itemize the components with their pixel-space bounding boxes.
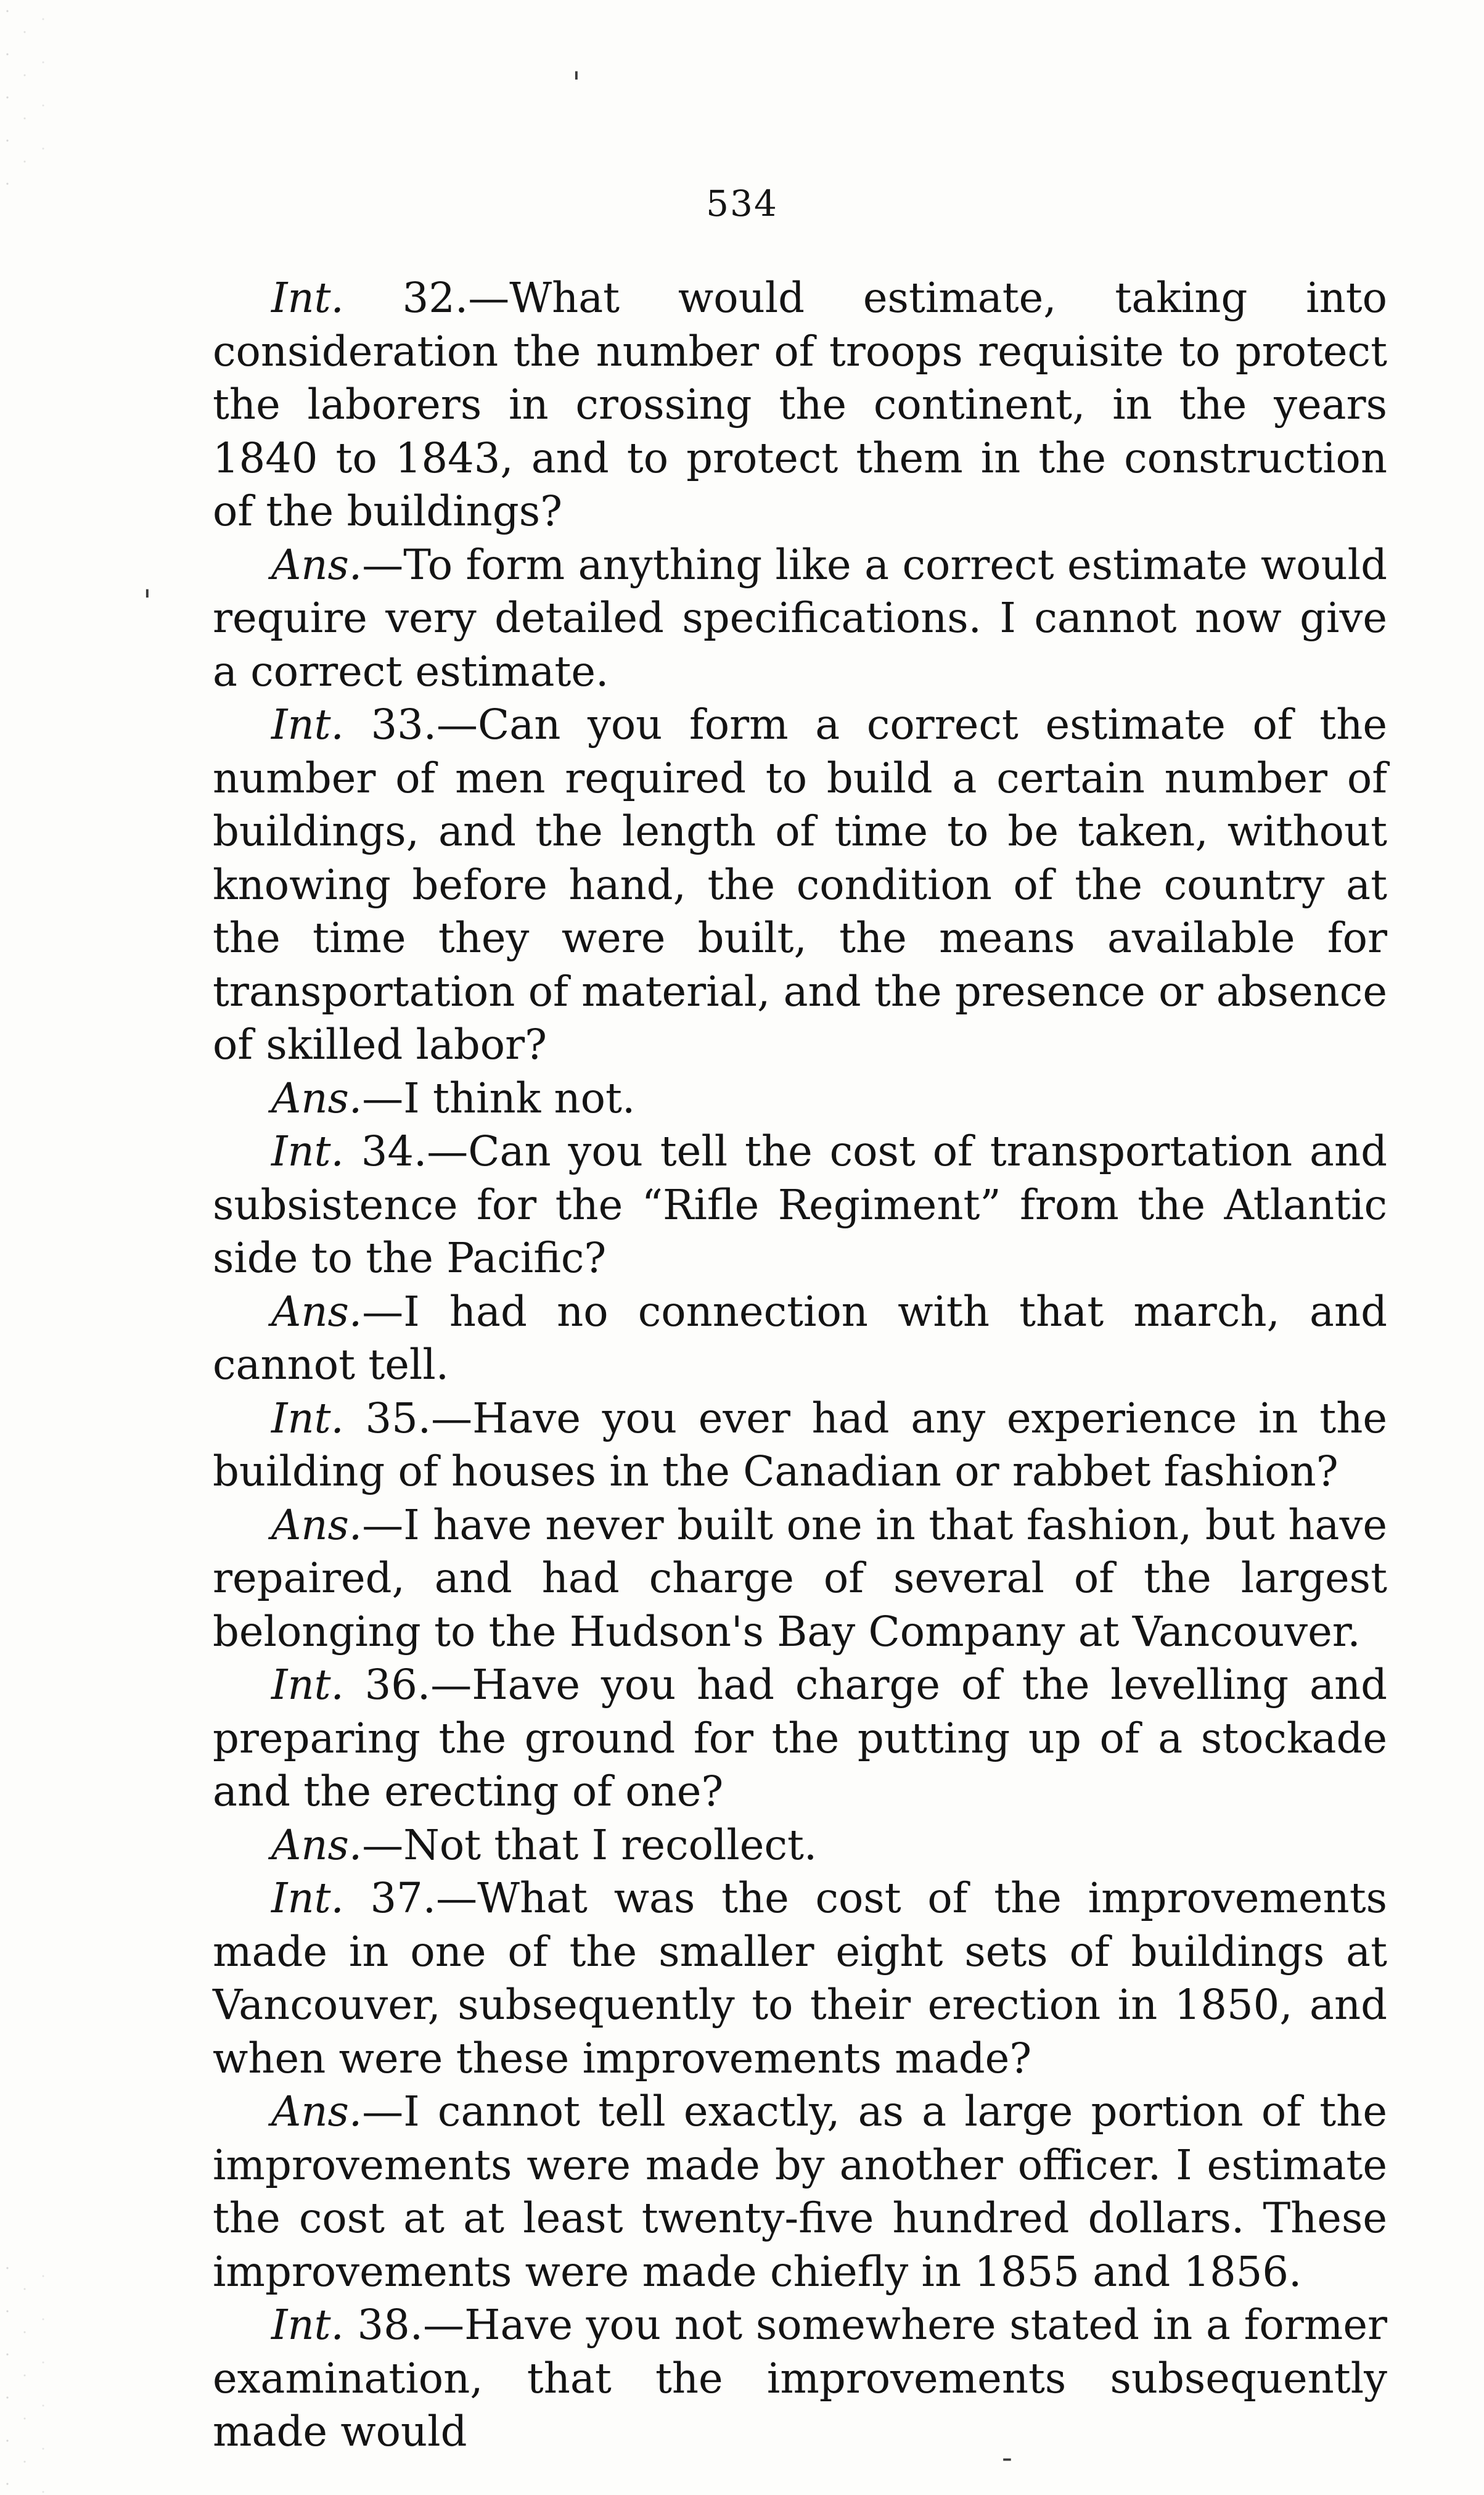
interrogatory-label: Int. — [271, 2301, 344, 2349]
page-number: 534 — [706, 183, 778, 224]
paragraph-int-35 — [213, 1392, 1387, 1498]
paragraph-ans-35 — [213, 1498, 1387, 1659]
interrogatory-label: Int. — [271, 1661, 344, 1709]
paragraph-text: 34.—Can you tell the cost of transportation and subsistence for the “Rifle Regiment” from the Atlantic side to the Pacific? — [213, 1127, 1387, 1282]
paragraph-text: —I cannot tell exactly, as a large portion of the improvements were made by another officer. I estimate the cost at at least twenty-five hundred dollars. These improvements were made chiefly in 1855 and 1856. — [213, 2087, 1387, 2296]
paragraph-ans-32 — [213, 538, 1387, 699]
paragraph-text: 33.—Can you form a correct estimate of the number of men required to build a certain number of buildings, and the length of time to be taken, without knowing before hand, the condition of the country at the time they were built, the means available for transportation of material, and the presence or absence of skilled labor? — [213, 701, 1387, 1069]
interrogatory-label: Int. — [271, 274, 344, 322]
paragraph-text: 37.—What was the cost of the improvements made in one of the smaller eight sets of buildings at Vancouver, subsequently to their erection in 1850, and when were these improvements made? — [213, 1874, 1387, 2082]
paragraph-text: 36.—Have you had charge of the levelling and preparing the ground for the putting up of a stockade and the erecting of one? — [213, 1661, 1387, 1815]
interrogatory-label: Int. — [271, 1394, 344, 1442]
paragraph-text: —I have never built one in that fashion, but have repaired, and had charge of several of the largest belonging to the Hudson's Bay Company at Vancouver. — [213, 1500, 1387, 1656]
paragraph-ans-37 — [213, 2085, 1387, 2298]
paragraph-text: 38.—Have you not somewhere stated in a former examination, that the improvements subsequently made would — [213, 2301, 1387, 2456]
interrogatory-label: Int. — [271, 1127, 344, 1175]
paragraph-ans-33 — [213, 1072, 1387, 1125]
answer-label: Ans. — [271, 2087, 363, 2135]
paragraph-int-37 — [213, 1872, 1387, 2085]
testimony-text — [213, 271, 1387, 2459]
paragraph-int-32 — [213, 271, 1387, 538]
paragraph-ans-34 — [213, 1285, 1387, 1392]
paragraph-int-38 — [213, 2298, 1387, 2459]
answer-label: Ans. — [271, 1074, 363, 1122]
paragraph-text: 32.—What would estimate, taking into consideration the number of troops requisite to protect the laborers in crossing the continent, in the years 1840 to 1843, and to protect them in the construction of the buildings? — [213, 274, 1387, 535]
paragraph-text: —I think not. — [362, 1074, 636, 1122]
paragraph-text: 35.—Have you ever had any experience in the building of houses in the Canadian or rabbet fashion? — [213, 1394, 1387, 1495]
interrogatory-label: Int. — [271, 1874, 344, 1922]
answer-label: Ans. — [271, 1287, 363, 1336]
paragraph-text: —Not that I recollect. — [362, 1820, 818, 1869]
interrogatory-label: Int. — [271, 701, 344, 749]
stray-mark-left: ' — [143, 583, 152, 619]
answer-label: Ans. — [271, 1820, 363, 1869]
paragraph-int-33 — [213, 698, 1387, 1072]
answer-label: Ans. — [271, 1500, 363, 1549]
stray-mark-bottom: - — [1002, 2440, 1012, 2475]
stray-mark-top: ' — [572, 65, 581, 101]
paragraph-text: —To form anything like a correct estimate would require very detailed specifications. I cannot now give a correct estimate. — [213, 540, 1387, 696]
paragraph-int-34 — [213, 1125, 1387, 1285]
answer-label: Ans. — [271, 540, 363, 589]
paragraph-int-36 — [213, 1658, 1387, 1819]
scan-edge-noise-top — [0, 0, 59, 185]
scan-edge-noise-bottom — [0, 2257, 59, 2495]
paragraph-text: —I had no connection with that march, and cannot tell. — [213, 1287, 1387, 1389]
paragraph-ans-36 — [213, 1819, 1387, 1872]
